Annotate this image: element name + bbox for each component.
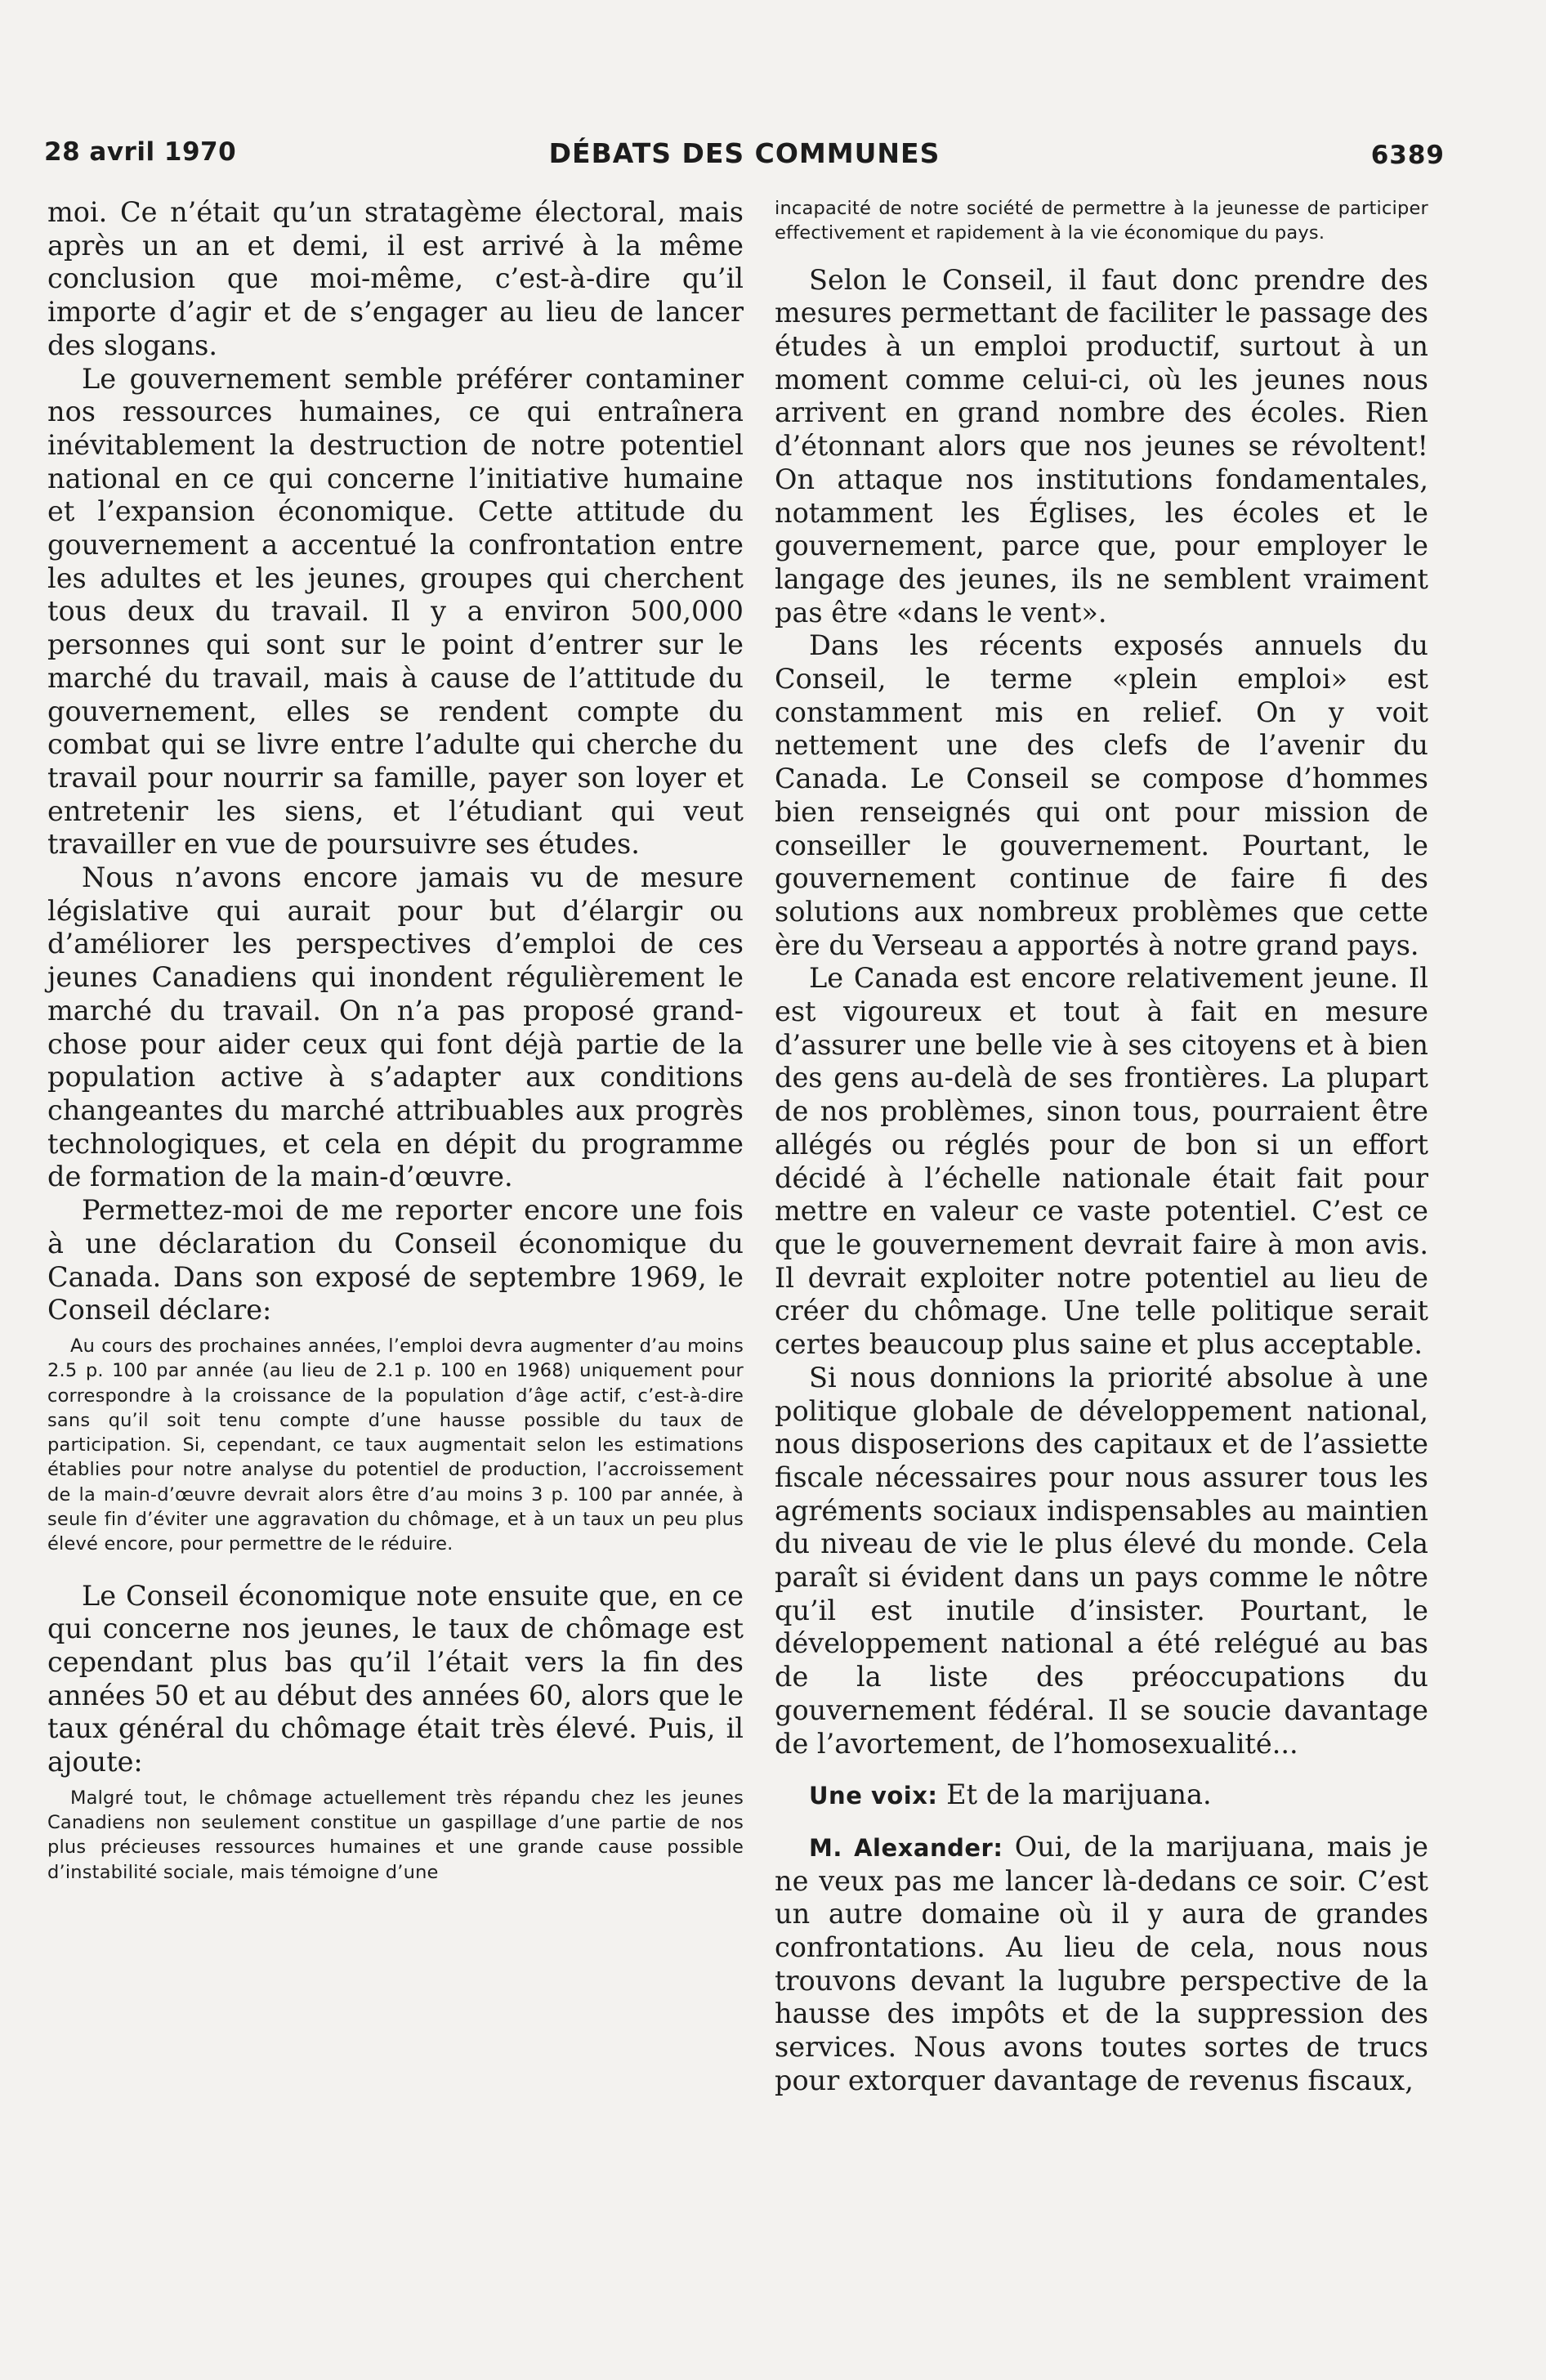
right-column <box>775 196 1428 2098</box>
paragraph: Si nous donnions la priorité absolue à une politique globale de développement national, nous disposerions des capitaux et de l’assiette fiscale nécessaires pour nous assurer tous les agréments sociaux indispensables au maintien du niveau de vie le plus élevé du monde. Cela paraît si évident dans un pays comme le nôtre qu’il est inutile d’insister. Pourtant, le développement national a été relégué au bas de la liste des préoccupations du gouvernement fédéral. Il se soucie davantage de l’avortement, de l’homosexualité... <box>775 1361 1428 1760</box>
paragraph: Selon le Conseil, il faut donc prendre des mesures permettant de faciliter le passage des études à un emploi productif, surtout à un moment comme celui-ci, où les jeunes nous arrivent en grand nombre des écoles. Rien d’étonnant alors que nos jeunes se révoltent! On attaque nos institutions fondamentales, notamment les Églises, les écoles et le gouvernement, parce que, pour employer le langage des jeunes, ils ne semblent vraiment pas être «dans le vent». <box>775 263 1428 629</box>
header-page-number: 6389 <box>1370 141 1445 170</box>
paragraph: Le Canada est encore relativement jeune. Il est vigoureux et tout à fait en mesure d’assurer une belle vie à ses citoyens et à bien des gens au-delà de ses frontières. La plupart de nos problèmes, sinon tous, pourraient être allégés ou réglés pour de bon si un effort décidé à l’échelle nationale était fait pour mettre en valeur ce vaste potentiel. C’est ce que le gouvernement devrait faire à mon avis. Il devrait exploiter notre potentiel au lieu de créer du chômage. Une telle politique serait certes beaucoup plus saine et plus acceptable. <box>775 962 1428 1361</box>
paragraph: Le gouvernement semble préférer contaminer nos ressources humaines, ce qui entraînera inévitablement la destruction de notre potentiel national en ce qui concerne l’initiative humaine et l’expansion économique. Cette attitude du gouvernement a accentué la confrontation entre les adultes et les jeunes, groupes qui cherchent tous deux du travail. Il y a environ 500,000 personnes qui sont sur le point d’entrer sur le marché du travail, mais à cause de l’attitude du gouvernement, elles se rendent compte du combat qui se livre entre l’adulte qui cherche du travail pour nourrir sa famille, payer son loyer et entretenir les siens, et l’étudiant qui veut travailler en vue de poursuivre ses études. <box>47 362 744 861</box>
paragraph: Permettez-moi de me reporter encore une fois à une déclaration du Conseil économique du Canada. Dans son exposé de septembre 1969, le Conseil déclare: <box>47 1194 744 1326</box>
block-quote-continued: incapacité de notre société de permettre à la jeunesse de participer effectivement et rapidement à la vie économique du pays. <box>775 198 1428 244</box>
interjection <box>775 1778 1428 1813</box>
block-quote: Malgré tout, le chômage actuellement très répandu chez les jeunes Canadiens non seulement constitue un gaspillage d’une partie de nos plus précieuses ressources humaines et une grande cause possible d’instabilité sociale, mais témoigne d’une <box>47 1787 744 1883</box>
speaker-name: M. Alexander: <box>809 1833 1003 1862</box>
paragraph: Le Conseil économique note ensuite que, en ce qui concerne nos jeunes, le taux de chômage est cependant plus bas qu’il l’était vers la fin des années 50 et au début des années 60, alors que le taux général du chômage était très élevé. Puis, il ajoute: <box>47 1579 744 1778</box>
speech-text: Oui, de la marijuana, mais je ne veux pas me lancer là-dedans ce soir. C’est un autre domaine où il y aura de grandes confrontations. Au lieu de cela, nous nous trouvons devant la lugubre perspective de la hausse des impôts et de la suppression des services. Nous avons toutes sortes de trucs pour extorquer davantage de revenus fiscaux, <box>775 1830 1428 2096</box>
paragraph: Nous n’avons encore jamais vu de mesure législative qui aurait pour but d’élargir ou d’améliorer les perspectives d’emploi de ces jeunes Canadiens qui inondent régulièrement le marché du travail. On n’a pas proposé grand-chose pour aider ceux qui font déjà partie de la population active à s’adapter aux conditions changeantes du marché attribuables aux progrès technologiques, et cela en dépit du programme de formation de la main-d’œuvre. <box>47 861 744 1193</box>
paragraph: Dans les récents exposés annuels du Conseil, le terme «plein emploi» est constamment mis en relief. On y voit nettement une des clefs de l’avenir du Canada. Le Conseil se compose d’hommes bien renseignés qui ont pour mission de conseiller le gouvernement. Pourtant, le gouvernement continue de faire fi des solutions aux nombreux problèmes que cette ère du Verseau a apportés à notre grand pays. <box>775 629 1428 961</box>
header-date: 28 avril 1970 <box>44 137 237 167</box>
speech <box>775 1831 1428 2098</box>
interjection-text: Et de la marijuana. <box>937 1778 1212 1811</box>
speaker-name: Une voix: <box>809 1782 938 1810</box>
left-column <box>47 196 744 1885</box>
block-quote: Au cours des prochaines années, l’emploi devra augmenter d’au moins 2.5 p. 100 par année (au lieu de 2.1 p. 100 en 1968) uniquement pour correspondre à la croissance de la population d’âge actif, c’est-à-dire sans qu’il soit tenu compte d’une hausse possible du taux de participation. Si, cependant, ce taux augmentait selon les estimations établies pour notre analyse du potentiel de production, l’accroissement de la main-d’œuvre devrait alors être d’au moins 3 p. 100 par année, à seule fin d’éviter une aggravation du chômage, et à un taux un peu plus élevé encore, pour permettre de le réduire. <box>47 1335 744 1555</box>
header-title: DÉBATS DES COMMUNES <box>548 137 941 169</box>
paragraph: moi. Ce n’était qu’un stratagème électoral, mais après un an et demi, il est arrivé à la même conclusion que moi-même, c’est-à-dire qu’il importe d’agir et de s’engager au lieu de lancer des slogans. <box>47 196 744 361</box>
page-header <box>44 137 1445 173</box>
